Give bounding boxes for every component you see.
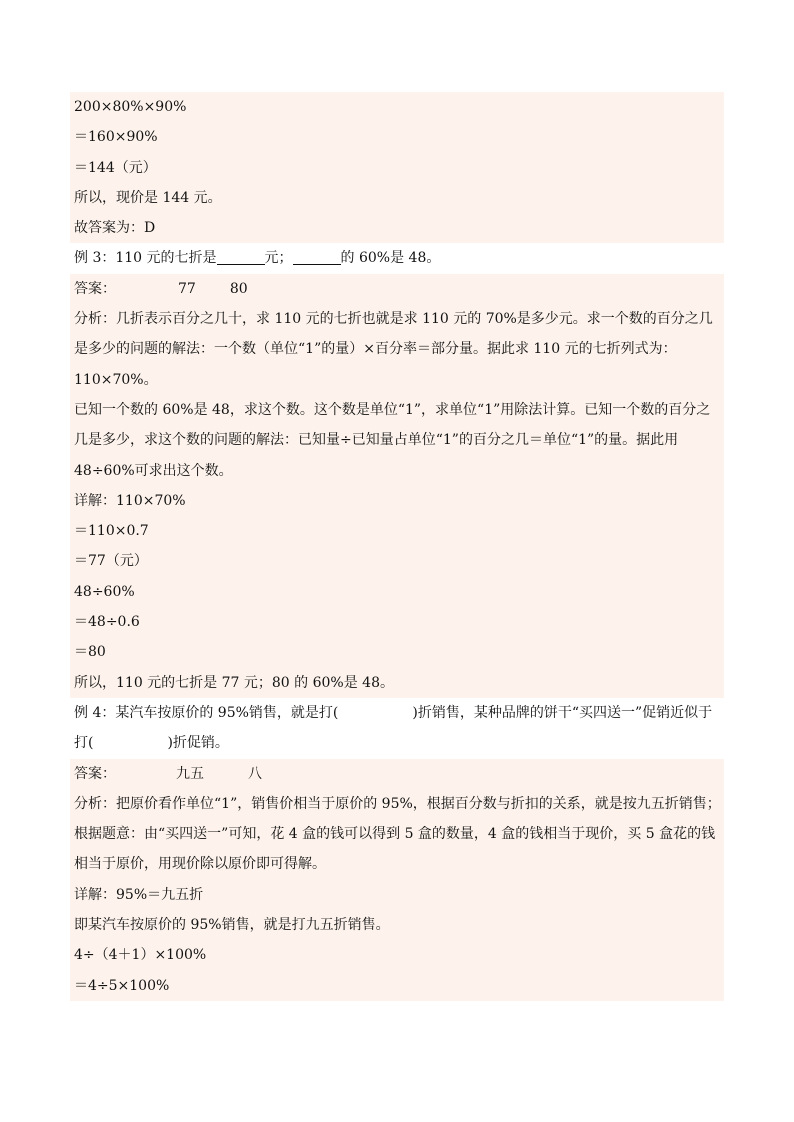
question-text: 元； [264, 250, 293, 267]
equation-line: ＝144（元） [70, 153, 724, 183]
equation-line: ＝160×90% [70, 122, 724, 152]
answer-statement: 故答案为：D [70, 213, 724, 243]
explanation-line: 即某汽车按原价的 95%销售，就是打九五折销售。 [70, 910, 724, 940]
equation-line: 200×80%×90% [70, 92, 724, 122]
answer-blank [293, 248, 341, 265]
question-text: 例 4：某汽车按原价的 95%销售，就是打( [74, 704, 339, 721]
analysis-paragraph: 已知一个数的 60%是 48，求这个数。这个数是单位“1”，求单位“1”用除法计算。已知一个数的百分之几是多少，求这个数的问题的解法：已知量÷已知量占单位“1”的百分之几＝单位“1”的量。据此用 48÷60%可求出这个数。 [70, 395, 724, 486]
question-text: )折促销。 [167, 735, 229, 752]
solution-line: 详解：95%＝九五折 [70, 880, 724, 910]
example-3-question [70, 243, 724, 273]
document-page [70, 92, 724, 1001]
answer-label: 答案： [74, 765, 116, 782]
question-text: 例 3：110 元的七折是 [74, 250, 217, 267]
conclusion-line: 所以，现价是 144 元。 [70, 183, 724, 213]
equation-line: ＝80 [70, 637, 724, 667]
answer-value: 77 [178, 280, 196, 297]
example-4-answer [70, 759, 724, 789]
answer-value: 80 [229, 280, 248, 297]
conclusion-line: 所以，110 元的七折是 77 元；80 的 60%是 48。 [70, 668, 724, 698]
example-4-question [70, 698, 724, 759]
answer-value: 八 [248, 765, 262, 782]
question-text: 的 60%是 48。 [340, 250, 441, 267]
equation-line: ＝48÷0.6 [70, 607, 724, 637]
equation-line: 4÷（4＋1）×100% [70, 940, 724, 970]
answer-label: 答案： [74, 280, 116, 297]
equation-line: ＝4÷5×100% [70, 971, 724, 1001]
solution-line: 详解：110×70% [70, 486, 724, 516]
equation-line: ＝77（元） [70, 546, 724, 576]
analysis-paragraph: 分析：几折表示百分之几十，求 110 元的七折也就是求 110 元的 70%是多少元。求一个数的百分之几是多少的问题的解法：一个数（单位“1”的量）×百分率＝部分量。据此求 110 元的七折列式为：110×70%。 [70, 304, 724, 395]
answer-blank [217, 248, 265, 265]
equation-line: ＝110×0.7 [70, 516, 724, 546]
equation-line: 48÷60% [70, 577, 724, 607]
question-text: )折销售，某种品牌的饼干“买四送一”促销近似于打( [74, 704, 713, 752]
analysis-paragraph: 分析：把原价看作单位“1”，销售价相当于原价的 95%，根据百分数与折扣的关系，就是按九五折销售；根据题意：由“买四送一”可知，花 4 盒的钱可以得到 5 盒的数量，4 盒的钱相当于现价，买 5 盒花的钱相当于原价，用现价除以原价即可得解。 [70, 789, 724, 880]
example-3-answer [70, 274, 724, 304]
answer-value: 九五 [176, 765, 204, 782]
